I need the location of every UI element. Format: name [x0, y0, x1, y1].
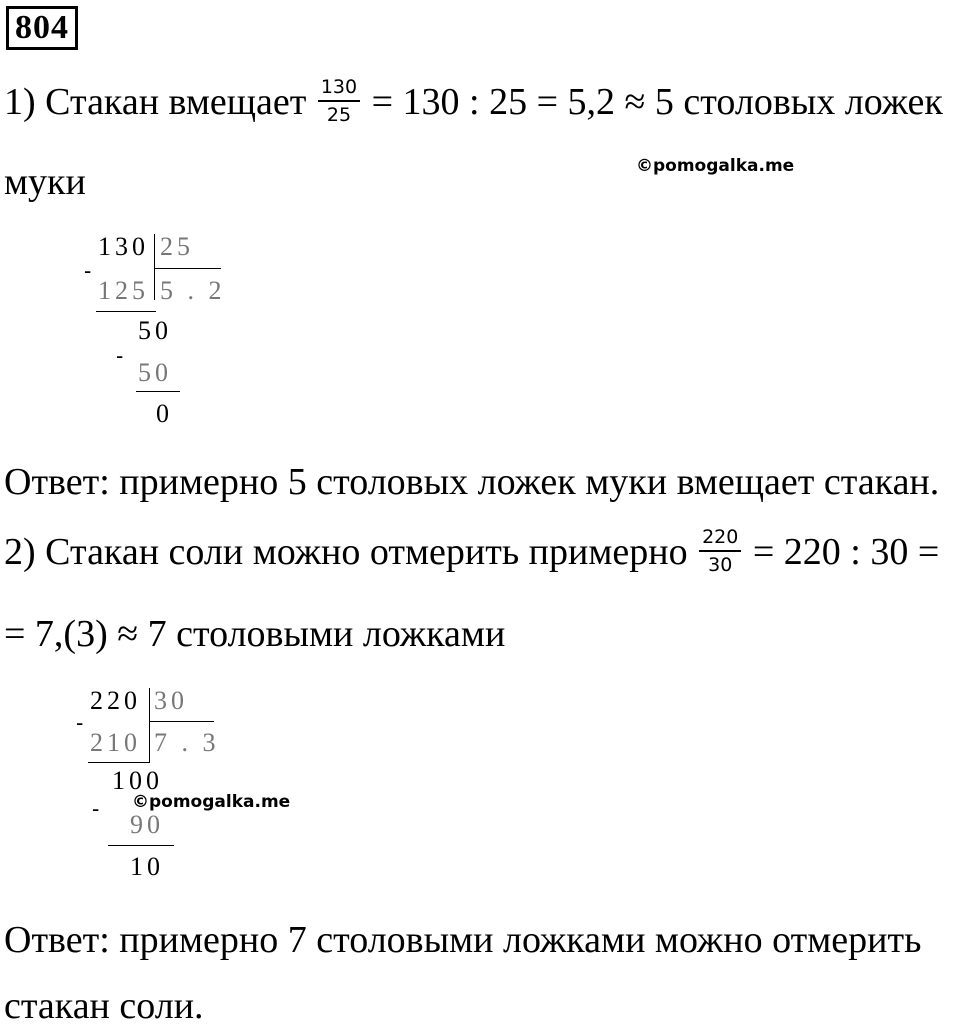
part2-remainder-1: 100	[112, 766, 163, 795]
part2-fraction	[699, 526, 741, 576]
part2-second-subtrahend: 90	[130, 810, 164, 839]
part1-statement-line2: муки	[4, 161, 86, 203]
part1-dividend: 130	[98, 232, 149, 261]
part1-subtraction-line-2	[136, 391, 180, 392]
part2-statement-line2: = 7,(3) ≈ 7 столовыми ложками	[4, 613, 506, 655]
watermark-middle: ©pomogalka.me	[132, 792, 291, 812]
watermark-top: ©pomogalka.me	[636, 156, 795, 176]
part2-fraction-denominator: 30	[699, 550, 741, 576]
part2-fraction-numerator: 220	[702, 526, 739, 549]
part1-fraction-denominator: 25	[318, 100, 360, 126]
part1-divisor-underline	[155, 268, 221, 269]
part2-statement-line	[4, 526, 940, 580]
part2-answer-line1: Ответ: примерно 7 столовыми ложками можно отмерить	[4, 919, 922, 961]
part1-fraction	[318, 76, 360, 126]
part2-divisor-underline	[150, 721, 214, 722]
task-number: 804	[6, 6, 78, 50]
part2-suffix: = 220 : 30 =	[752, 531, 940, 573]
part2-subtraction-line-1	[88, 762, 150, 763]
part2-minus-sign-2: -	[92, 796, 100, 821]
part2-final-remainder: 10	[130, 852, 164, 881]
part2-first-subtrahend: 210	[90, 728, 141, 757]
part1-second-subtrahend: 50	[138, 358, 172, 387]
part1-fraction-numerator: 130	[320, 76, 358, 99]
part1-subtraction-line-1	[96, 311, 156, 312]
part2-divisor: 30	[154, 686, 188, 715]
part2-minus-sign-1: -	[76, 710, 84, 735]
part1-statement-line	[4, 76, 943, 130]
part2-answer-line2: стакан соли.	[4, 985, 204, 1027]
part1-prefix: 1) Стакан вмещает	[4, 81, 307, 123]
part1-divisor: 25	[160, 232, 194, 261]
part1-minus-sign-2: -	[116, 343, 124, 368]
part2-division-vertical-bar	[149, 688, 150, 762]
part1-remainder-1: 50	[138, 316, 172, 345]
part1-minus-sign-1: -	[84, 258, 92, 283]
part1-division-vertical-bar	[154, 234, 155, 300]
part2-subtraction-line-2	[108, 845, 174, 846]
part2-quotient: 7 . 3	[154, 728, 220, 757]
part1-first-subtrahend: 125	[98, 276, 149, 305]
part2-prefix: 2) Стакан соли можно отмерить примерно	[4, 531, 688, 573]
part2-dividend: 220	[90, 686, 141, 715]
part1-answer: Ответ: примерно 5 столовых ложек муки вмещает стакан.	[4, 461, 940, 503]
part1-quotient: 5 . 2	[160, 276, 226, 305]
part1-final-remainder: 0	[156, 399, 173, 428]
part1-suffix: = 130 : 25 = 5,2 ≈ 5 столовых ложек	[371, 81, 943, 123]
